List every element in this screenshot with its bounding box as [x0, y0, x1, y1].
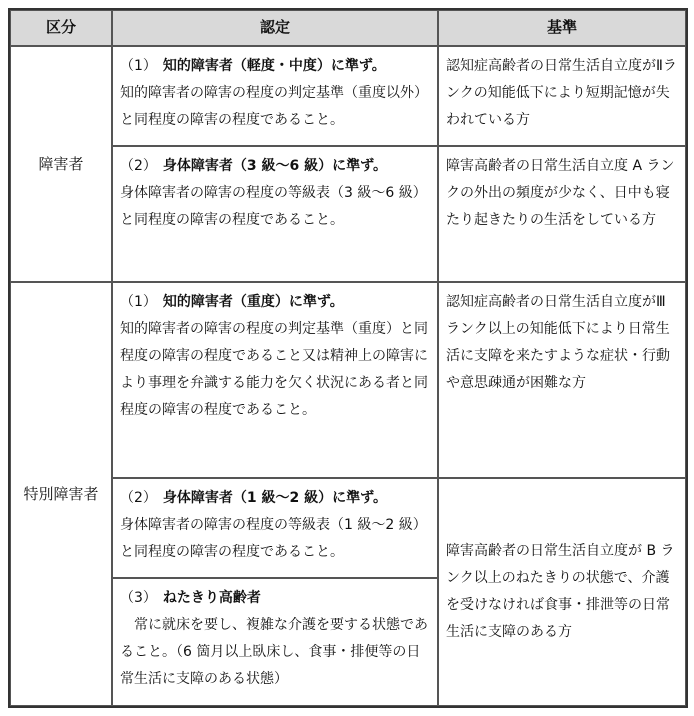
cert-special-3-body: 常に就床を要し、複雑な介護を要する状態であること。（6 箇月以上臥床し、食事・排便等の日常生活に支障のある状態） — [120, 617, 428, 687]
criteria-table — [8, 8, 688, 708]
criteria-special-shared — [438, 478, 686, 706]
row-label-special-text: 特別障害者 — [23, 484, 99, 503]
row-label-disabled — [10, 46, 112, 282]
cert-special-2-num: （2） — [120, 490, 157, 506]
cert-disabled-2-title-text: 身体障害者（3 級～6 級）に準ず。 — [162, 158, 388, 174]
row-label-disabled-text: 障害者 — [38, 154, 84, 173]
cert-special-1-title — [120, 289, 431, 316]
cert-disabled-2-body: 身体障害者の障害の程度の等級表（3 級～6 級）と同程度の障害の程度であること。 — [120, 185, 427, 228]
row-label-special — [10, 282, 112, 706]
criteria-disabled-2: 障害高齢者の日常生活自立度 A ランクの外出の頻度が少なく、日中も寝たり起きたりの生活をしている方 — [438, 146, 686, 282]
cert-disabled-2-title — [120, 153, 431, 180]
cert-disabled-1-num: （1） — [120, 58, 157, 74]
cert-disabled-2 — [112, 146, 438, 282]
criteria-special-1: 認知症高齢者の日常生活自立度がⅢランク以上の知能低下により日常生活に支障を来たすような症状・行動や意思疎通が困難な方 — [438, 282, 686, 478]
cert-disabled-1-title — [120, 53, 431, 80]
cert-disabled-1-body: 知的障害者の障害の程度の判定基準（重度以外）と同程度の障害の程度であること。 — [120, 85, 428, 128]
cert-special-1 — [112, 282, 438, 478]
cert-disabled-2-num: （2） — [120, 158, 157, 174]
cert-special-2-title-text: 身体障害者（1 級～2 級）に準ず。 — [162, 490, 388, 506]
header-certification: 認定 — [112, 10, 438, 46]
cert-disabled-1-title-text: 知的障害者（軽度・中度）に準ず。 — [162, 58, 386, 74]
header-category: 区分 — [10, 10, 112, 46]
criteria-special-shared-text: 障害高齢者の日常生活自立度が B ランク以上のねたきりの状態で、介護を受けなければ食事・排泄等の日常生活に支障のある方 — [446, 543, 675, 640]
cert-special-1-title-text: 知的障害者（重度）に準ず。 — [162, 294, 344, 310]
cert-special-3 — [112, 578, 438, 706]
cert-special-2 — [112, 478, 438, 578]
cert-special-3-num: （3） — [120, 590, 157, 606]
cert-special-1-body: 知的障害者の障害の程度の判定基準（重度）と同程度の障害の程度であること又は精神上の障害により事理を弁識する能力を欠く状況にある者と同程度の障害の程度であること。 — [120, 321, 428, 418]
cert-special-3-title — [120, 585, 431, 612]
cert-special-2-title — [120, 485, 431, 512]
criteria-disabled-1: 認知症高齢者の日常生活自立度がⅡランクの知能低下により短期記憶が失われている方 — [438, 46, 686, 146]
cert-special-3-title-text: ねたきり高齢者 — [162, 590, 261, 606]
cert-special-2-body: 身体障害者の障害の程度の等級表（1 級～2 級）と同程度の障害の程度であること。 — [120, 517, 427, 560]
header-criteria: 基準 — [438, 10, 686, 46]
cert-special-1-num: （1） — [120, 294, 157, 310]
cert-disabled-1 — [112, 46, 438, 146]
